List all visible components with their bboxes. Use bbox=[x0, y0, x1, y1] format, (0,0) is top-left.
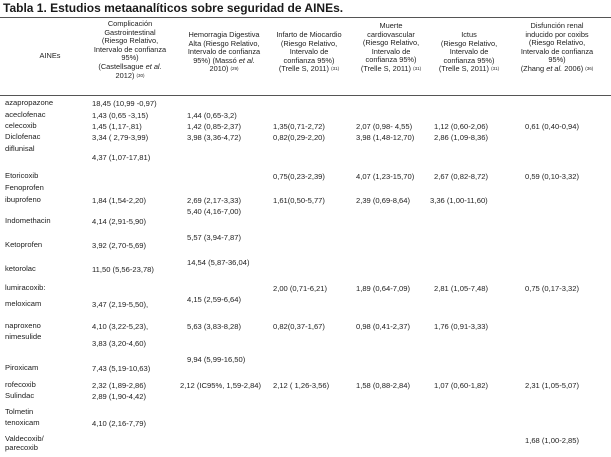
value-cell: 9,94 (5,99-16,50) bbox=[187, 355, 246, 364]
header-aines: AINEs bbox=[39, 51, 61, 60]
value-cell: 3,34 ( 2,79-3,99) bbox=[92, 133, 149, 142]
drug-name: ibuprofeno bbox=[5, 195, 41, 204]
value-cell: 2,86 (1,09-8,36) bbox=[434, 133, 489, 142]
header-infarto: Infarto de Miocardio (Riesgo Relativo, Intervalo de confianza 95%) (Trelle S, 2011) $^{(31)}$ bbox=[276, 30, 342, 74]
value-cell: 2,69 (2,17-3,33) bbox=[187, 196, 242, 205]
value-cell: 14,54 (5,87-36,04) bbox=[187, 258, 250, 267]
value-cell: 0,75(0,23-2,39) bbox=[273, 172, 325, 181]
value-cell: 0,75 (0,17-3,32) bbox=[525, 284, 580, 293]
drug-name: rofecoxib bbox=[5, 380, 36, 389]
value-cell: 7,43 (5,19-10,63) bbox=[92, 364, 151, 373]
drug-name: parecoxib bbox=[5, 443, 38, 452]
value-cell: 2,31 (1,05-5,07) bbox=[525, 381, 580, 390]
drug-name: Sulindac bbox=[5, 391, 35, 400]
drug-name: Etoricoxib bbox=[5, 171, 39, 180]
header-muerte-cv: Muerte cardiovascular (Riesgo Relativo, Intervalo de confianza 95%) (Trelle S, 2011) $^{(31)}$ bbox=[360, 21, 422, 73]
value-cell: 2,39 (0,69-8,64) bbox=[356, 196, 411, 205]
value-cell: 3,83 (3,20-4,60) bbox=[92, 339, 147, 348]
drug-name: tenoxicam bbox=[5, 418, 40, 427]
value-cell: 1,45 (1,17-,81) bbox=[92, 122, 142, 131]
value-cell: 4,10 (3,22-5,23), bbox=[92, 322, 149, 331]
value-cell: 5,57 (3,94-7,87) bbox=[187, 233, 242, 242]
value-cell: 1,44 (0,65-3,2) bbox=[187, 111, 237, 120]
value-cell: 0,61 (0,40-0,94) bbox=[525, 122, 580, 131]
value-cell: 2,12 (IC95%, 1,59-2,84) bbox=[180, 381, 262, 390]
value-cell: 5,63 (3,83-8,28) bbox=[187, 322, 242, 331]
drug-name: Piroxicam bbox=[5, 363, 39, 372]
drug-name: naproxeno bbox=[5, 321, 41, 330]
value-cell: 3,92 (2,70-5,69) bbox=[92, 241, 147, 250]
value-cell: 2,81 (1,05-7,48) bbox=[434, 284, 489, 293]
value-cell: 0,59 (0,10-3,32) bbox=[525, 172, 580, 181]
value-cell: 1,84 (1,54-2,20) bbox=[92, 196, 147, 205]
drug-name: Valdecoxib/ bbox=[5, 434, 44, 443]
value-cell: 3,98 (1,48-12,70) bbox=[356, 133, 415, 142]
value-cell: 0,82(0,37-1,67) bbox=[273, 322, 325, 331]
drug-name: ketorolac bbox=[5, 264, 36, 273]
drug-name: Ketoprofen bbox=[5, 240, 43, 249]
value-cell: 2,12 ( 1,26-3,56) bbox=[273, 381, 330, 390]
value-cell: 1,35(0,71-2,72) bbox=[273, 122, 325, 131]
value-cell: 3,98 (3,36-4,72) bbox=[187, 133, 242, 142]
value-cell: 1,68 (1,00-2,85) bbox=[525, 436, 580, 445]
value-cell: 1,58 (0,88-2,84) bbox=[356, 381, 411, 390]
value-cell: 2,07 (0,98- 4,55) bbox=[356, 122, 413, 131]
value-cell: 1,42 (0,85-2,37) bbox=[187, 122, 242, 131]
value-cell: 4,14 (2,91-5,90) bbox=[92, 217, 147, 226]
drug-name: meloxicam bbox=[5, 299, 42, 308]
value-cell: 2,89 (1,90-4,42) bbox=[92, 392, 147, 401]
value-cell: 1,76 (0,91-3,33) bbox=[434, 322, 489, 331]
value-cell: 11,50 (5,56-23,78) bbox=[92, 265, 154, 274]
value-cell: 0,98 (0,41-2,37) bbox=[356, 322, 411, 331]
header-hemorragia: Hemorragia Digestiva Alta (Riesgo Relativo, Intervalo de confianza 95%) (Massó et al. 2010) $^{(29)}$ bbox=[187, 30, 261, 74]
drug-name: diflunisal bbox=[5, 144, 35, 153]
header-bottom-rule bbox=[0, 95, 611, 96]
value-cell: 4,37 (1,07-17,81) bbox=[92, 153, 151, 162]
header-gastrointestinal: Complicación Gastrointestinal (Riesgo Relativo, Intervalo de confianza 95%) (Castellsague et al. 2012) $^{(30)}$ bbox=[93, 19, 167, 80]
drug-name: Diclofenac bbox=[5, 132, 41, 141]
drug-name: nimesulide bbox=[5, 332, 42, 341]
drug-name: Tolmetin bbox=[5, 407, 34, 416]
drug-name: aceclofenac bbox=[5, 110, 46, 119]
drug-name: azapropazone bbox=[5, 98, 54, 107]
table-caption: Tabla 1. Estudios metaanalíticos sobre seguridad de AINEs. bbox=[3, 1, 344, 15]
value-cell: 1,89 (0,64-7,09) bbox=[356, 284, 411, 293]
drug-name: Fenoprofen bbox=[5, 183, 44, 192]
value-cell: 2,00 (0,71-6,21) bbox=[273, 284, 328, 293]
value-cell: 4,15 (2,59-6,64) bbox=[187, 295, 242, 304]
value-cell: 1,07 (0,60-1,82) bbox=[434, 381, 489, 390]
value-cell: 18,45 (10,99 -0,97) bbox=[92, 99, 157, 108]
header-ictus: Ictus (Riesgo Relativo, Intervalo de confianza 95%) (Trelle S, 2011) $^{(31)}$ bbox=[438, 30, 500, 74]
value-cell: 1,43 (0,65 -3,15) bbox=[92, 111, 149, 120]
value-cell: 4,10 (2,16-7,79) bbox=[92, 419, 147, 428]
value-cell: 0,82(0,29-2,20) bbox=[273, 133, 325, 142]
value-cell: 1,12 (0,60-2,06) bbox=[434, 122, 489, 131]
value-cell: 1,61(0,50-5,77) bbox=[273, 196, 325, 205]
value-cell: 2,32 (1,89-2,86) bbox=[92, 381, 147, 390]
value-cell: 2,67 (0,82-8,72) bbox=[434, 172, 489, 181]
value-cell: 3,36 (1,00-11,60) bbox=[430, 196, 488, 205]
value-cell: 3,47 (2,19-5,50), bbox=[92, 300, 149, 309]
header-renal: Disfunción renal inducido por coxibs (Riesgo Relativo, Intervalo de confianza 95%) (Zhang et al. 2006) $^{(36)}$ bbox=[520, 21, 594, 73]
value-cell: 5,40 (4,16-7,00) bbox=[187, 207, 242, 216]
drug-name: Indomethacin bbox=[5, 216, 51, 225]
value-cell: 4,07 (1,23-15,70) bbox=[356, 172, 415, 181]
drug-name: lumiracoxib: bbox=[5, 283, 46, 292]
drug-name: celecoxib bbox=[5, 121, 37, 130]
header-top-rule bbox=[0, 17, 611, 18]
